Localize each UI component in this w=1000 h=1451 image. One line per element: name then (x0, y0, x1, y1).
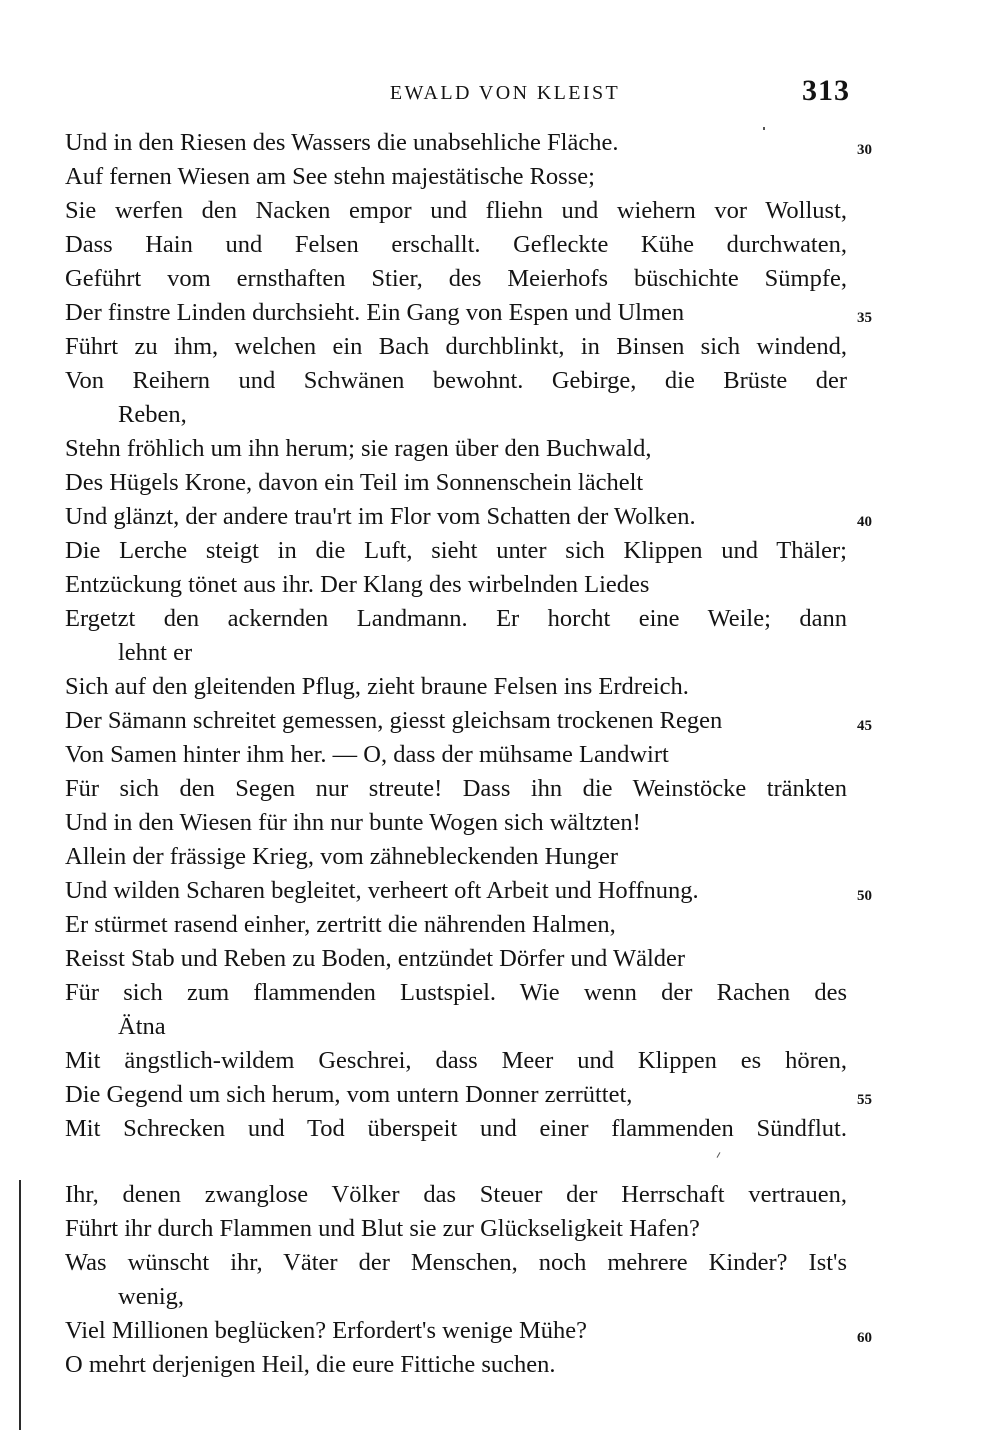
verse-line-continuation: lehnt er (118, 639, 193, 666)
verse-line: Geführt vom ernsthaften Stier, des Meierhofs büschichte Sümpfe, (65, 265, 847, 292)
verse-line-continuation: Reben, (118, 401, 187, 428)
verse-line: Für sich den Segen nur streute! Dass ihn die Weinstöcke tränkten (65, 775, 847, 802)
verse-line: Allein der frässige Krieg, vom zähnebleckenden Hunger (65, 843, 619, 870)
verse-line: Der finstre Linden durchsieht. Ein Gang von Espen und Ulmen (65, 299, 685, 326)
line-number: 45 (857, 718, 872, 734)
verse-line: Ihr, denen zwanglose Völker das Steuer der Herrschaft vertrauen, (65, 1181, 847, 1208)
line-number: 30 (857, 142, 872, 158)
line-number: 55 (857, 1092, 872, 1108)
verse-line: Was wünscht ihr, Väter der Menschen, noch mehrere Kinder? Ist's (65, 1249, 847, 1276)
verse-line: Sie werfen den Nacken empor und fliehn und wiehern vor Wollust, (65, 197, 847, 224)
verse-line: Dass Hain und Felsen erschallt. Gefleckte Kühe durchwaten, (65, 231, 847, 258)
verse-line: Und in den Wiesen für ihn nur bunte Wogen sich wältzten! (65, 809, 641, 836)
verse-line: Sich auf den gleitenden Pflug, zieht braune Felsen ins Erdreich. (65, 673, 689, 700)
verse-line: Führt ihr durch Flammen und Blut sie zur Glückseligkeit Hafen? (65, 1215, 700, 1242)
verse-line-continuation: wenig, (118, 1283, 184, 1310)
verse-line: Viel Millionen beglücken? Erfordert's wenige Mühe? (65, 1317, 588, 1344)
verse-line: Auf fernen Wiesen am See stehn majestätische Rosse; (65, 163, 595, 190)
verse-line: Stehn fröhlich um ihn herum; sie ragen über den Buchwald, (65, 435, 652, 462)
verse-line: Reisst Stab und Reben zu Boden, entzündet Dörfer und Wälder (65, 945, 686, 972)
verse-line: Und wilden Scharen begleitet, verheert oft Arbeit und Hoffnung. (65, 877, 699, 904)
line-number: 40 (857, 514, 872, 530)
verse-line: Und glänzt, der andere trau'rt im Flor vom Schatten der Wolken. (65, 503, 696, 530)
verse-line: Mit ängstlich-wildem Geschrei, dass Meer und Klippen es hören, (65, 1047, 847, 1074)
verse-line: Die Gegend um sich herum, vom untern Donner zerrüttet, (65, 1081, 633, 1108)
verse-line-continuation: Ätna (118, 1013, 166, 1040)
line-number: 50 (857, 888, 872, 904)
verse-line: Der Sämann schreitet gemessen, giesst gleichsam trockenen Regen (65, 707, 723, 734)
verse-line: Von Reihern und Schwänen bewohnt. Gebirge, die Brüste der (65, 367, 847, 394)
verse-line: Er stürmet rasend einher, zertritt die nährenden Halmen, (65, 911, 616, 938)
scan-margin-line (19, 1180, 21, 1430)
verse-line: Von Samen hinter ihm her. — O, dass der mühsame Landwirt (65, 741, 669, 768)
verse-line: Ergetzt den ackernden Landmann. Er horcht eine Weile; dann (65, 605, 847, 632)
scan-speck (717, 1152, 721, 1158)
scan-speck (763, 127, 765, 130)
verse-line: Des Hügels Krone, davon ein Teil im Sonnenschein lächelt (65, 469, 644, 496)
line-number: 60 (857, 1330, 872, 1346)
verse-line: O mehrt derjenigen Heil, die eure Fittiche suchen. (65, 1351, 556, 1378)
verse-line: Für sich zum flammenden Lustspiel. Wie wenn der Rachen des (65, 979, 847, 1006)
verse-line: Entzückung tönet aus ihr. Der Klang des wirbelnden Liedes (65, 571, 650, 598)
page-number: 313 (802, 74, 850, 107)
line-number: 35 (857, 310, 872, 326)
verse-line: Führt zu ihm, welchen ein Bach durchblinkt, in Binsen sich windend, (65, 333, 847, 360)
verse-line: Die Lerche steigt in die Luft, sieht unter sich Klippen und Thäler; (65, 537, 847, 564)
verse-line: Und in den Riesen des Wassers die unabsehliche Fläche. (65, 129, 619, 156)
running-header: EWALD VON KLEIST (389, 82, 621, 104)
verse-line: Mit Schrecken und Tod überspeit und einer flammenden Sündflut. (65, 1115, 847, 1142)
